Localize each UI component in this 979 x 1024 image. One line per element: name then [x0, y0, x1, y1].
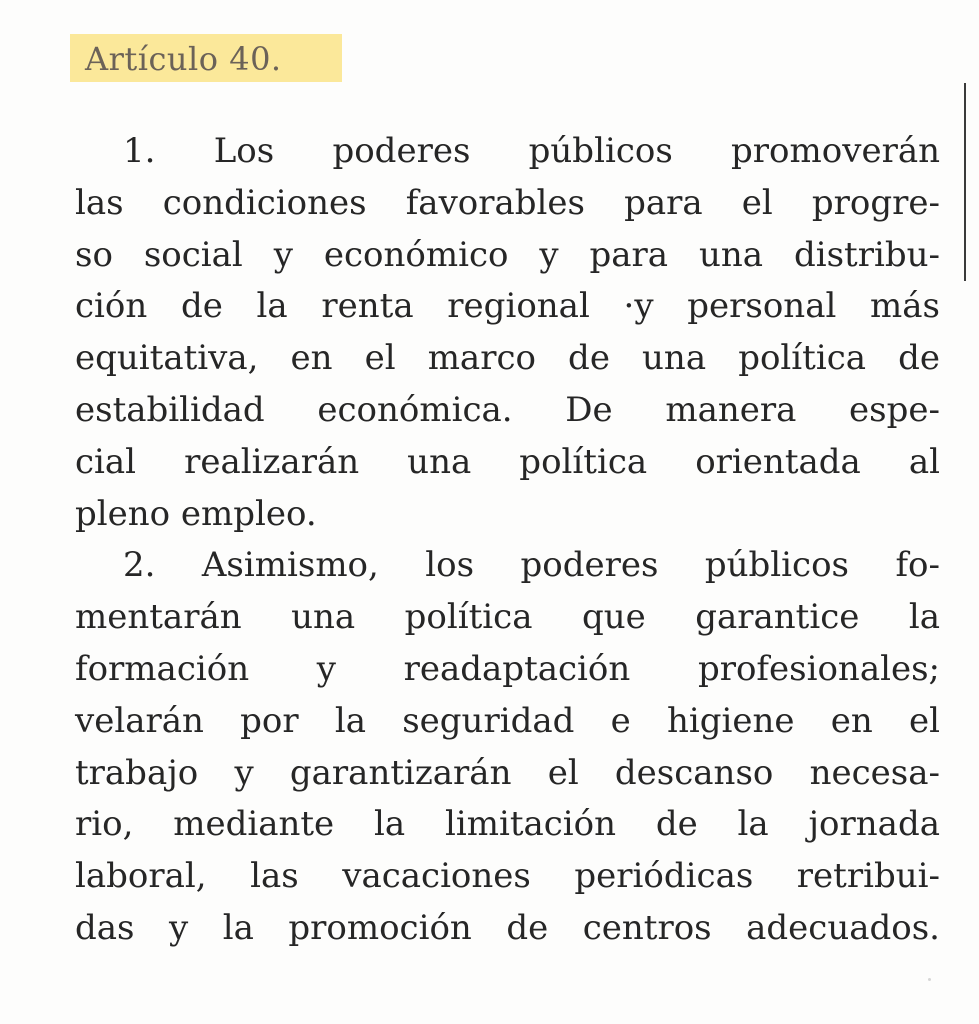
- paragraph-1-line: so social y económico y para una distribu-: [75, 234, 940, 275]
- paragraph-2-line: rio, mediante la limitación de la jornada: [75, 804, 940, 845]
- paragraph-1-line: 1. Los poderes públicos promoverán: [123, 131, 940, 171]
- paragraph-1-line: las condiciones favorables para el progre-: [75, 182, 940, 223]
- paragraph-2-line: trabajo y garantizarán el descanso necesa-: [75, 752, 940, 793]
- paragraph-2-line: laboral, las vacaciones periódicas retribui-: [75, 856, 940, 897]
- article-body: [75, 126, 940, 955]
- paragraph-2-line: mentarán una política que garantice la: [75, 597, 940, 638]
- paragraph-1-line: estabilidad económica. De manera espe-: [75, 389, 940, 430]
- paragraph-1-line: pleno empleo.: [75, 493, 317, 534]
- paragraph-2-line: 2. Asimismo, los poderes públicos fo-: [123, 545, 940, 586]
- paragraph-2-line: formación y readaptación profesionales;: [75, 648, 940, 689]
- margin-rule: [964, 83, 966, 281]
- paragraph-1-line: equitativa, en el marco de una política de: [75, 338, 940, 379]
- paragraph-1-line: cial realizarán una política orientada al: [75, 441, 940, 482]
- scan-speck: [928, 978, 931, 981]
- paragraph-1-line: ción de la renta regional ·y personal más: [75, 286, 940, 327]
- paragraph-2-line: velarán por la seguridad e higiene en el: [75, 700, 940, 741]
- article-title: Artículo 40.: [85, 40, 282, 78]
- paragraph-2-line: das y la promoción de centros adecuados.: [75, 907, 940, 948]
